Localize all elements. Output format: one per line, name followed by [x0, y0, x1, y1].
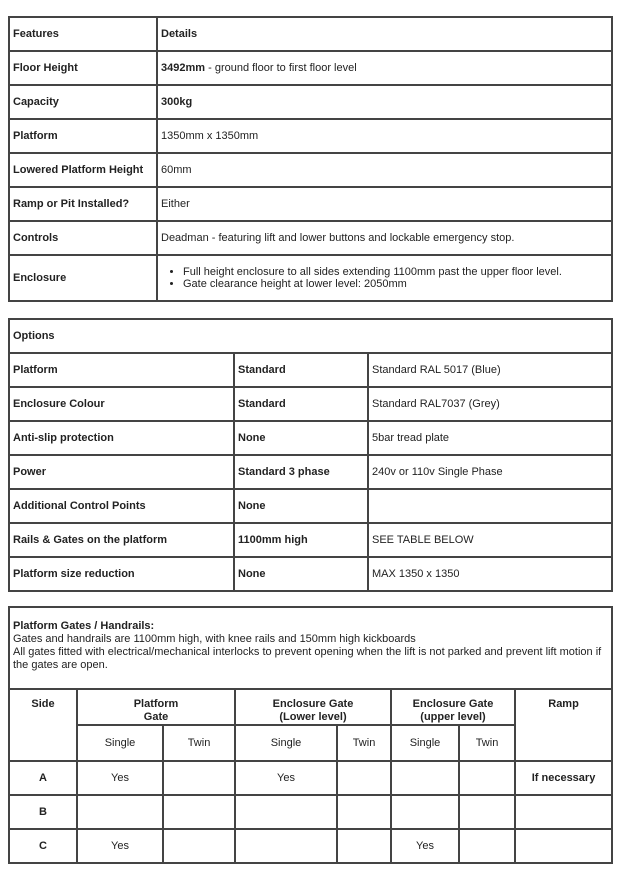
option-alternative: 5bar tread plate [368, 421, 612, 455]
option-label: Platform size reduction [9, 557, 234, 591]
option-alternative: Standard RAL7037 (Grey) [368, 387, 612, 421]
options-header: Options [9, 319, 612, 353]
feature-value [157, 221, 612, 255]
ramp-cell [515, 795, 612, 829]
option-standard: None [234, 557, 368, 591]
col-lower-gate [235, 689, 391, 725]
option-label: Additional Control Points [9, 489, 234, 523]
feature-label: Capacity [9, 85, 157, 119]
table-row [9, 689, 612, 725]
option-label: Enclosure Colour [9, 387, 234, 421]
table-cell [163, 761, 235, 795]
option-label: Platform [9, 353, 234, 387]
col-ramp: Ramp [515, 689, 612, 761]
feature-value-bold: 300kg [161, 95, 193, 108]
side-cell: B [9, 795, 77, 829]
col-side: Side [9, 689, 77, 761]
col-upper-gate-line1: Enclosure Gate [412, 698, 494, 710]
feature-value [157, 255, 612, 301]
feature-label: Floor Height [9, 51, 157, 85]
feature-label: Platform [9, 119, 157, 153]
feature-value [157, 119, 612, 153]
list-item: • Full height enclosure to all sides extending 1100mm past the upper floor level. [183, 266, 608, 278]
option-standard: None [234, 421, 368, 455]
table-cell [337, 761, 391, 795]
option-standard: 1100mm high [234, 523, 368, 557]
table-cell [459, 829, 515, 863]
col-lower-gate-line1: Enclosure Gate [272, 698, 354, 710]
gates-note: All gates fitted with electrical/mechanical interlocks to prevent opening when the lift is not parked and prevent lift motion if the gates are open. [13, 646, 602, 671]
table-cell [235, 829, 337, 863]
ramp-cell [515, 829, 612, 863]
table-row [9, 85, 612, 119]
features-header: Features [9, 17, 157, 51]
ramp-cell: If necessary [515, 761, 612, 795]
col-platform-gate-line1: Platform [133, 698, 179, 710]
feature-label: Lowered Platform Height [9, 153, 157, 187]
table-row [9, 221, 612, 255]
col-twin: Twin [459, 725, 515, 761]
table-row [9, 455, 612, 489]
table-cell: Yes [77, 761, 163, 795]
table-row [9, 187, 612, 221]
col-platform-gate-line2: Gate [143, 711, 169, 723]
option-standard: None [234, 489, 368, 523]
feature-value-text: Deadman - featuring lift and lower buttons and lockable emergency stop. [161, 231, 515, 244]
table-row [9, 387, 612, 421]
table-row [9, 51, 612, 85]
table-cell [459, 761, 515, 795]
col-twin: Twin [163, 725, 235, 761]
feature-label: Ramp or Pit Installed? [9, 187, 157, 221]
table-cell: Yes [235, 761, 337, 795]
side-cell: A [9, 761, 77, 795]
feature-value-bold: 3492mm [161, 61, 206, 74]
table-cell: Yes [77, 829, 163, 863]
gates-note: Gates and handrails are 1100mm high, with knee rails and 150mm high kickboards [13, 633, 416, 645]
col-lower-gate-line2: (Lower level) [279, 711, 347, 723]
feature-label: Enclosure [9, 255, 157, 301]
gates-table [8, 606, 613, 864]
option-label: Power [9, 455, 234, 489]
feature-value [157, 153, 612, 187]
col-upper-gate [391, 689, 515, 725]
table-cell [391, 761, 459, 795]
table-row [9, 153, 612, 187]
col-single: Single [391, 725, 459, 761]
gates-title: Platform Gates / Handrails: [13, 620, 155, 632]
col-upper-gate-line2: (upper level) [420, 711, 486, 723]
table-cell [337, 795, 391, 829]
table-row [9, 353, 612, 387]
option-standard: Standard [234, 387, 368, 421]
table-cell [163, 829, 235, 863]
table-cell [235, 795, 337, 829]
table-row [9, 761, 612, 795]
table-row [9, 119, 612, 153]
feature-value-text: 60mm [161, 163, 192, 176]
option-label: Rails & Gates on the platform [9, 523, 234, 557]
feature-label: Controls [9, 221, 157, 255]
table-row [9, 255, 612, 301]
table-row [9, 829, 612, 863]
option-label: Anti-slip protection [9, 421, 234, 455]
table-row [9, 17, 612, 51]
option-standard: Standard 3 phase [234, 455, 368, 489]
option-alternative: 240v or 110v Single Phase [368, 455, 612, 489]
features-table [8, 16, 613, 302]
table-cell [77, 795, 163, 829]
feature-value-text: - ground floor to first floor level [205, 61, 357, 74]
enclosure-bullets [161, 266, 608, 290]
option-alternative: Standard RAL 5017 (Blue) [368, 353, 612, 387]
option-alternative: SEE TABLE BELOW [368, 523, 612, 557]
table-row [9, 489, 612, 523]
list-item: • Gate clearance height at lower level: 2050mm [183, 278, 608, 290]
table-row [9, 421, 612, 455]
option-standard: Standard [234, 353, 368, 387]
feature-value [157, 51, 612, 85]
col-single: Single [235, 725, 337, 761]
table-row [9, 795, 612, 829]
table-row [9, 557, 612, 591]
options-table [8, 318, 613, 592]
details-header: Details [157, 17, 612, 51]
gates-notes [9, 607, 612, 689]
feature-value [157, 187, 612, 221]
feature-value [157, 85, 612, 119]
table-cell [337, 829, 391, 863]
table-cell [459, 795, 515, 829]
table-cell [163, 795, 235, 829]
col-platform-gate [77, 689, 235, 725]
col-single: Single [77, 725, 163, 761]
side-cell: C [9, 829, 77, 863]
table-row [9, 319, 612, 353]
table-cell: Yes [391, 829, 459, 863]
col-twin: Twin [337, 725, 391, 761]
option-alternative: MAX 1350 x 1350 [368, 557, 612, 591]
table-cell [391, 795, 459, 829]
table-row [9, 523, 612, 557]
option-alternative [368, 489, 612, 523]
table-row [9, 607, 612, 689]
feature-value-text: 1350mm x 1350mm [161, 129, 259, 142]
feature-value-text: Either [161, 197, 190, 210]
